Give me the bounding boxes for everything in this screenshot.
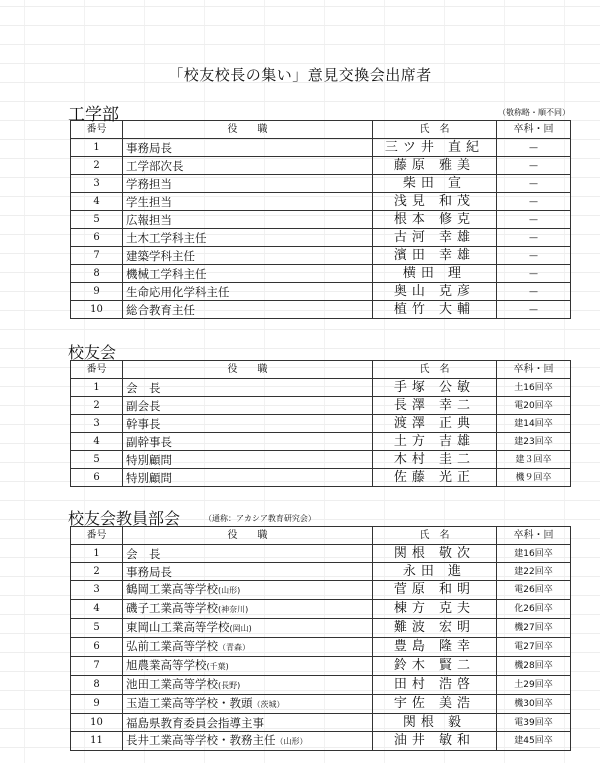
table-row <box>71 732 571 751</box>
row-number: 5 <box>71 451 123 469</box>
row-role <box>123 657 373 676</box>
row-number: 1 <box>71 139 123 157</box>
row-class: 機27回卒 <box>497 619 571 638</box>
row-number: 2 <box>71 563 123 581</box>
role-text: 生命応用化学科主任 <box>126 284 230 299</box>
header-role: 役 職 <box>123 121 373 139</box>
section-title: 工学部 <box>68 105 119 125</box>
role-text: 鶴岡工業高等学校 <box>126 582 218 596</box>
row-class: 建14回卒 <box>497 415 571 433</box>
honorific-note: （敬称略・順不同） <box>498 108 570 117</box>
section-header <box>68 100 570 125</box>
table-row <box>71 469 571 487</box>
row-role <box>123 193 373 211</box>
row-class: 建45回卒 <box>497 732 571 751</box>
row-role <box>123 732 373 751</box>
row-role <box>123 600 373 619</box>
row-name: 土方 吉雄 <box>373 433 497 451</box>
table-row <box>71 657 571 676</box>
row-number: 8 <box>71 676 123 695</box>
table-row <box>71 563 571 581</box>
row-name: 長澤 幸二 <box>373 397 497 415</box>
row-role <box>123 265 373 283</box>
row-class: 電39回卒 <box>497 714 571 732</box>
row-number: 7 <box>71 247 123 265</box>
table-row <box>71 581 571 600</box>
table-row <box>71 397 571 415</box>
role-text: 広報担当 <box>126 212 172 227</box>
table-row <box>71 619 571 638</box>
row-class: 電20回卒 <box>497 397 571 415</box>
row-name: 難波 宏明 <box>373 619 497 638</box>
role-text: 事務局長 <box>126 140 172 155</box>
row-number: 9 <box>71 695 123 714</box>
table-header-row <box>71 121 571 139</box>
document-title: 「校友校長の集い」意見交換会出席者 <box>168 66 432 84</box>
row-class: 化26回卒 <box>497 600 571 619</box>
header-num: 番号 <box>71 361 123 379</box>
table-row <box>71 415 571 433</box>
table-row <box>71 451 571 469</box>
row-class: — <box>497 229 571 247</box>
table-body <box>71 545 571 751</box>
row-role <box>123 157 373 175</box>
row-name: 佐藤 光正 <box>373 469 497 487</box>
row-number: 1 <box>71 545 123 563</box>
row-number: 3 <box>71 581 123 600</box>
row-number: 8 <box>71 265 123 283</box>
row-class: 建22回卒 <box>497 563 571 581</box>
row-role <box>123 229 373 247</box>
row-role <box>123 397 373 415</box>
row-name: 柴田 宣 <box>373 175 497 193</box>
row-class: — <box>497 211 571 229</box>
row-name: 鈴木 賢二 <box>373 657 497 676</box>
role-text: 会 長 <box>126 380 161 395</box>
role-text: 磯子工業高等学校 <box>126 601 218 615</box>
row-role <box>123 714 373 732</box>
row-role <box>123 563 373 581</box>
attendee-table <box>70 120 571 319</box>
attendee-table <box>70 526 571 751</box>
row-number: 10 <box>71 714 123 732</box>
table-body <box>71 379 571 487</box>
role-text: 旭農業高等学校 <box>126 658 207 672</box>
table-row <box>71 379 571 397</box>
table-row <box>71 283 571 301</box>
row-number: 6 <box>71 229 123 247</box>
row-class: 土16回卒 <box>497 379 571 397</box>
row-class: 建23回卒 <box>497 433 571 451</box>
row-name: 三ツ井 直紀 <box>373 139 497 157</box>
header-name: 氏 名 <box>373 361 497 379</box>
role-text: 会 長 <box>126 546 161 561</box>
row-name: 浅見 和茂 <box>373 193 497 211</box>
header-class: 卒科・回 <box>497 121 571 139</box>
row-role <box>123 451 373 469</box>
header-name: 氏 名 <box>373 527 497 545</box>
header-role: 役 職 <box>123 361 373 379</box>
role-prefecture: (岡山) <box>229 624 252 633</box>
role-text: 特別顧問 <box>126 452 172 467</box>
row-name: 渡澤 正典 <box>373 415 497 433</box>
row-class: 建３回卒 <box>497 451 571 469</box>
row-name: 植竹 大輔 <box>373 301 497 319</box>
row-role <box>123 581 373 600</box>
row-class: — <box>497 265 571 283</box>
table-row <box>71 433 571 451</box>
row-class: 機30回卒 <box>497 695 571 714</box>
row-name: 田村 浩啓 <box>373 676 497 695</box>
row-number: 9 <box>71 283 123 301</box>
header-class: 卒科・回 <box>497 527 571 545</box>
row-role <box>123 619 373 638</box>
row-role <box>123 211 373 229</box>
header-num: 番号 <box>71 121 123 139</box>
row-role <box>123 415 373 433</box>
table-row <box>71 695 571 714</box>
role-text: 総合教育主任 <box>126 302 195 317</box>
row-role <box>123 469 373 487</box>
role-text: 副会長 <box>126 398 161 413</box>
row-class: — <box>497 283 571 301</box>
row-number: 2 <box>71 397 123 415</box>
row-class: 建16回卒 <box>497 545 571 563</box>
table-header-row <box>71 361 571 379</box>
table-row <box>71 139 571 157</box>
row-class: 機９回卒 <box>497 469 571 487</box>
row-name: 関根 敬次 <box>373 545 497 563</box>
row-name: 奥山 克彦 <box>373 283 497 301</box>
row-role <box>123 139 373 157</box>
role-prefecture: （青森） <box>218 643 250 652</box>
row-name: 濱田 幸雄 <box>373 247 497 265</box>
table-row <box>71 157 571 175</box>
table-row <box>71 714 571 732</box>
row-number: 4 <box>71 600 123 619</box>
section-header <box>70 506 570 526</box>
role-text: 土木工学科主任 <box>126 230 207 245</box>
table-header-row <box>71 527 571 545</box>
role-text: 長井工業高等学校・教務主任 <box>126 733 276 747</box>
table-row <box>71 175 571 193</box>
row-role <box>123 175 373 193</box>
row-class: — <box>497 175 571 193</box>
row-number: 7 <box>71 657 123 676</box>
row-name: 藤原 雅美 <box>373 157 497 175</box>
attendee-table <box>70 360 571 487</box>
row-class: 電27回卒 <box>497 638 571 657</box>
row-name: 手塚 公敏 <box>373 379 497 397</box>
row-role <box>123 545 373 563</box>
row-name: 永田 進 <box>373 563 497 581</box>
row-class: 機28回卒 <box>497 657 571 676</box>
role-text: 学務担当 <box>126 176 172 191</box>
row-class: — <box>497 193 571 211</box>
row-number: 10 <box>71 301 123 319</box>
role-prefecture: （茨城） <box>252 700 285 709</box>
row-class: — <box>497 301 571 319</box>
row-name: 横田 理 <box>373 265 497 283</box>
role-text: 幹事長 <box>126 416 161 431</box>
row-name: 油井 敏和 <box>373 732 497 751</box>
role-text: 工学部次長 <box>126 158 184 173</box>
role-prefecture: (千葉) <box>206 662 229 671</box>
section-engineering <box>70 100 570 319</box>
role-text: 事務局長 <box>126 564 172 579</box>
role-text: 福島県教育委員会指導主事 <box>126 715 264 730</box>
role-text: 建築学科主任 <box>126 248 195 263</box>
row-name: 古河 幸雄 <box>373 229 497 247</box>
table-row <box>71 265 571 283</box>
row-name: 根本 修克 <box>373 211 497 229</box>
role-prefecture: (神奈川) <box>218 605 249 614</box>
row-number: 5 <box>71 211 123 229</box>
section-teachers <box>70 506 570 751</box>
row-number: 4 <box>71 193 123 211</box>
table-row <box>71 545 571 563</box>
role-prefecture: (長野) <box>218 681 241 690</box>
role-text: 機械工学科主任 <box>126 266 207 281</box>
row-name: 豊島 隆幸 <box>373 638 497 657</box>
header-role: 役 職 <box>123 527 373 545</box>
table-row <box>71 247 571 265</box>
row-role <box>123 638 373 657</box>
table-body <box>71 139 571 319</box>
row-role <box>123 433 373 451</box>
row-class: — <box>497 157 571 175</box>
role-text: 学生担当 <box>126 194 172 209</box>
row-role <box>123 301 373 319</box>
role-text: 池田工業高等学校 <box>126 677 218 691</box>
section-title: 校友会 <box>68 343 117 362</box>
role-text: 玉造工業高等学校・教頭 <box>126 696 253 710</box>
table-row <box>71 193 571 211</box>
role-text: 弘前工業高等学校 <box>126 639 218 653</box>
section-title: 校友会教員部会 <box>68 509 181 528</box>
table-row <box>71 676 571 695</box>
row-role <box>123 283 373 301</box>
role-prefecture: (山形) <box>218 586 241 595</box>
table-row <box>71 301 571 319</box>
table-row <box>71 638 571 657</box>
row-class: 土29回卒 <box>497 676 571 695</box>
row-class: — <box>497 247 571 265</box>
row-number: 11 <box>71 732 123 751</box>
header-num: 番号 <box>71 527 123 545</box>
role-text: 副幹事長 <box>126 434 172 449</box>
row-number: 2 <box>71 157 123 175</box>
row-number: 3 <box>71 415 123 433</box>
row-number: 3 <box>71 175 123 193</box>
row-name: 木村 圭二 <box>373 451 497 469</box>
role-text: 東岡山工業高等学校 <box>126 620 230 634</box>
section-header <box>70 340 570 360</box>
section-alias: （通称：アカシア教育研究会） <box>204 514 316 523</box>
row-role <box>123 247 373 265</box>
row-number: 4 <box>71 433 123 451</box>
row-role <box>123 379 373 397</box>
role-text: 特別顧問 <box>126 470 172 485</box>
row-number: 6 <box>71 638 123 657</box>
row-name: 棟方 克夫 <box>373 600 497 619</box>
row-name: 菅原 和明 <box>373 581 497 600</box>
section-alumni <box>70 340 570 487</box>
table-row <box>71 600 571 619</box>
row-name: 関根 毅 <box>373 714 497 732</box>
row-number: 1 <box>71 379 123 397</box>
row-class: — <box>497 139 571 157</box>
row-class: 電26回卒 <box>497 581 571 600</box>
row-role <box>123 695 373 714</box>
row-number: 5 <box>71 619 123 638</box>
header-class: 卒科・回 <box>497 361 571 379</box>
row-number: 6 <box>71 469 123 487</box>
role-prefecture: （山形） <box>275 737 308 746</box>
row-name: 宇佐 美浩 <box>373 695 497 714</box>
table-row <box>71 211 571 229</box>
row-role <box>123 676 373 695</box>
table-row <box>71 229 571 247</box>
header-name: 氏 名 <box>373 121 497 139</box>
